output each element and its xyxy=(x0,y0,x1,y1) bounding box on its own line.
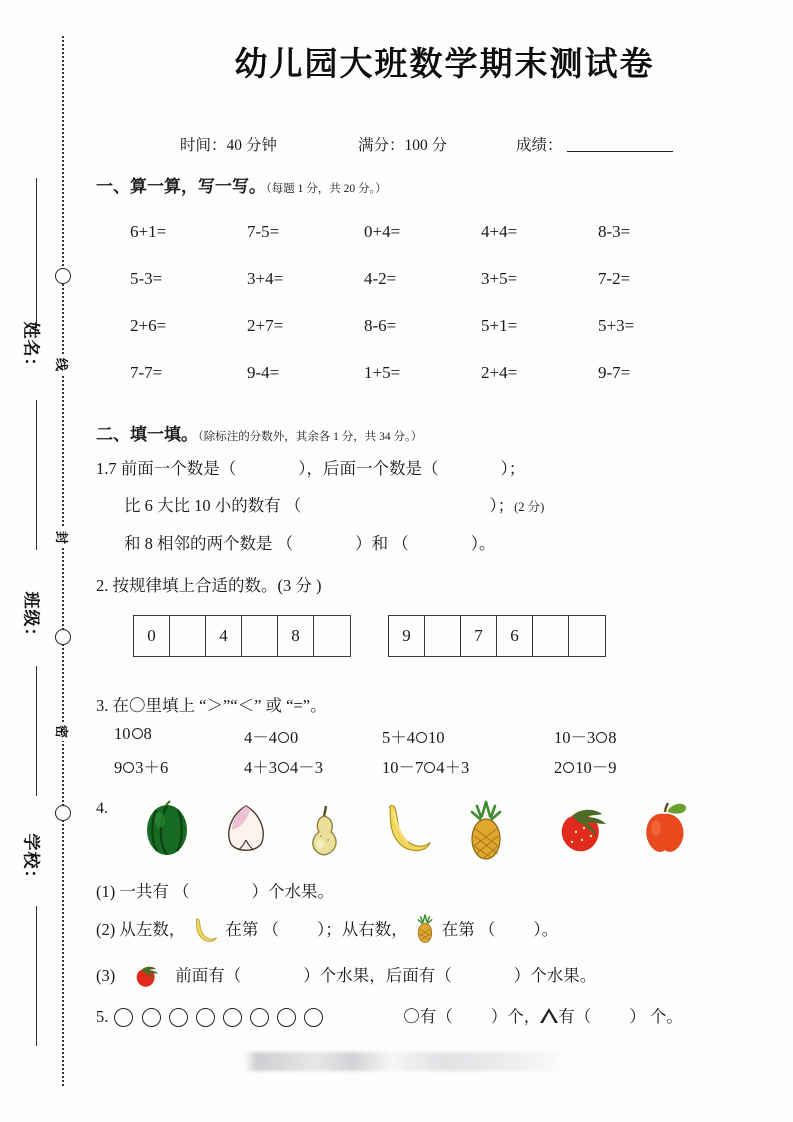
seal-circle-bottom xyxy=(55,805,71,821)
cmp-right: 4＋3 xyxy=(436,758,470,777)
table-cell[interactable] xyxy=(242,616,278,656)
arithmetic-item[interactable]: 5+1= xyxy=(481,316,518,335)
table-cell[interactable]: 8 xyxy=(278,616,314,656)
class-field-rule xyxy=(36,666,37,796)
q1-text-b: ），后面一个数是（ xyxy=(298,459,439,478)
table-cell[interactable]: 9 xyxy=(389,616,425,656)
section-1-note: （每题 1 分，共 20 分。） xyxy=(266,183,387,195)
question-4-sub-1 xyxy=(96,878,334,902)
exam-score-label: 成绩： xyxy=(516,137,563,154)
arithmetic-item[interactable]: 2+6= xyxy=(130,316,167,335)
arithmetic-item[interactable]: 9-4= xyxy=(247,363,280,382)
class-field-label xyxy=(6,591,41,646)
shape-circle xyxy=(277,1008,296,1027)
comparison-item[interactable] xyxy=(244,754,382,778)
arithmetic-row xyxy=(130,316,770,363)
cmp-right: 10－9 xyxy=(575,758,617,777)
q5-text-a: 〇有（ xyxy=(403,1007,453,1026)
q4-text-e: ）；从右数， xyxy=(317,920,408,939)
table-cell[interactable] xyxy=(533,616,569,656)
section-2-title: 二、填一填。 xyxy=(96,425,198,444)
peach-icon xyxy=(220,800,272,863)
arithmetic-row xyxy=(130,363,770,410)
table-cell[interactable]: 4 xyxy=(206,616,242,656)
arithmetic-item[interactable]: 6+1= xyxy=(130,222,167,241)
q4-text-k: ）个水果。 xyxy=(513,966,597,985)
number-sequence-table-1 xyxy=(133,615,351,657)
comparison-item[interactable] xyxy=(382,754,554,778)
school-field-label xyxy=(6,833,41,888)
comparison-circle-icon[interactable] xyxy=(416,732,427,743)
cmp-left: 2 xyxy=(554,758,563,777)
arithmetic-item[interactable]: 5-3= xyxy=(130,269,163,288)
q4-text-h: (3) xyxy=(96,966,116,985)
test-paper-sheet xyxy=(96,0,793,1122)
question-3-prompt: 3. 在〇里填上 “＞”“＜” 或 “=”。 xyxy=(96,696,327,715)
cmp-right: 8 xyxy=(608,728,617,747)
comparison-circle-icon[interactable] xyxy=(424,762,435,773)
q5-text-b: ）个， xyxy=(490,1007,541,1026)
arithmetic-item[interactable]: 4-2= xyxy=(364,269,397,288)
q4-text-g: ）。 xyxy=(533,920,559,939)
comparison-circle-icon[interactable] xyxy=(596,732,607,743)
seal-circle-top xyxy=(55,268,71,284)
seal-margin xyxy=(0,0,96,1122)
arithmetic-item[interactable]: 8-3= xyxy=(598,222,631,241)
comparison-circle-icon[interactable] xyxy=(563,762,574,773)
q4-text-j: ）个水果，后面有（ xyxy=(303,966,452,985)
name-field-label xyxy=(6,321,41,376)
comparison-circle-icon[interactable] xyxy=(278,732,289,743)
arithmetic-item[interactable]: 5+3= xyxy=(598,316,635,335)
question-4-sub-2 xyxy=(96,914,558,949)
pineapple-icon-inline xyxy=(411,914,439,949)
table-cell[interactable] xyxy=(170,616,206,656)
table-cell[interactable]: 7 xyxy=(461,616,497,656)
arithmetic-row xyxy=(130,269,770,316)
question-1-line-2 xyxy=(124,492,544,516)
section-2-heading xyxy=(96,420,422,445)
exam-score-blank[interactable] xyxy=(567,137,673,152)
table-cell[interactable] xyxy=(425,616,461,656)
q1-text-h: ）。 xyxy=(470,534,496,553)
q5-number: 5. xyxy=(96,1007,109,1026)
cmp-right: 0 xyxy=(290,728,299,747)
pear-icon xyxy=(300,800,350,865)
q4-text-i: 前面有（ xyxy=(175,966,242,985)
q1-text-d: 比 6 大比 10 小的数有 （ xyxy=(124,496,302,515)
q5-text-d: ） 个。 xyxy=(629,1007,683,1026)
arithmetic-row xyxy=(130,222,770,269)
q1-text-f: 和 8 相邻的两个数是 （ xyxy=(124,534,294,553)
section-1-title: 一、算一算，写一写。 xyxy=(96,177,266,196)
cmp-right: 4－3 xyxy=(290,758,323,777)
q4-text-f: 在第 （ xyxy=(441,920,496,939)
section-1-heading xyxy=(96,172,387,197)
seal-char-feng: 封 xyxy=(48,528,78,547)
strawberry-icon-inline xyxy=(127,962,165,995)
question-1-line-3 xyxy=(124,530,496,554)
strawberry-icon xyxy=(550,800,612,863)
cmp-left: 5＋4 xyxy=(382,728,415,747)
arithmetic-item[interactable]: 4+4= xyxy=(481,222,518,241)
q4-text-c: (2) 从左数， xyxy=(96,920,186,939)
school-field-rule xyxy=(36,906,37,1046)
comparison-item[interactable] xyxy=(554,754,617,778)
number-sequence-table-2 xyxy=(388,615,606,657)
name-field-text: 姓名： xyxy=(21,321,41,376)
q1-text-c: ）； xyxy=(500,459,526,478)
cmp-left: 10 xyxy=(114,724,131,743)
arithmetic-item[interactable]: 2+7= xyxy=(247,316,284,335)
arithmetic-item[interactable]: 2+4= xyxy=(481,363,518,382)
exam-score-field xyxy=(516,133,673,155)
exam-full-score: 满分：100 分 xyxy=(358,137,448,154)
cmp-right: 8 xyxy=(143,724,152,743)
shape-circle xyxy=(114,1008,133,1027)
class-field-text: 班级： xyxy=(21,591,41,646)
comparison-item[interactable] xyxy=(114,754,244,778)
shape-circle xyxy=(223,1008,242,1027)
shape-circle xyxy=(169,1008,188,1027)
name-field-rule xyxy=(36,178,37,328)
question-2-prompt: 2. 按规律填上合适的数。(3 分 ) xyxy=(96,576,322,595)
name-field-rule-lower xyxy=(36,400,37,550)
exam-duration: 时间：40 分钟 xyxy=(180,137,277,154)
question-4-number: 4. xyxy=(96,800,108,817)
shape-circle xyxy=(304,1008,323,1027)
school-field-text: 学校： xyxy=(21,833,41,888)
pineapple-icon xyxy=(462,800,510,867)
table-cell[interactable]: 0 xyxy=(134,616,170,656)
q1-points: (2 分) xyxy=(514,500,545,514)
arithmetic-item[interactable]: 0+4= xyxy=(364,222,401,241)
cmp-right: 3＋6 xyxy=(135,758,169,777)
q1-text-e: ）； xyxy=(489,496,515,515)
watermelon-icon xyxy=(140,800,194,863)
question-1-line-1 xyxy=(96,455,525,479)
question-3-row-1 xyxy=(114,724,617,748)
arithmetic-item[interactable]: 3+4= xyxy=(247,269,284,288)
fruit-row xyxy=(140,800,780,862)
cmp-left: 4＋3 xyxy=(244,758,277,777)
shape-circle xyxy=(196,1008,215,1027)
question-5 xyxy=(96,1003,683,1029)
comparison-circle-icon[interactable] xyxy=(123,762,134,773)
q5-circle-strip xyxy=(114,1008,327,1029)
q4-text-d: 在第 （ xyxy=(225,920,279,939)
arithmetic-item[interactable]: 7-7= xyxy=(130,363,163,382)
apple-icon xyxy=(638,800,692,863)
cmp-left: 10－7 xyxy=(382,758,424,777)
arithmetic-item[interactable]: 8-6= xyxy=(364,316,397,335)
page-title: 幼儿园大班数学期末测试卷 xyxy=(234,47,655,83)
q1-text-a: 1.7 前面一个数是（ xyxy=(96,459,237,478)
seal-char-xian: 线 xyxy=(48,355,78,374)
comparison-item[interactable] xyxy=(554,724,617,748)
arithmetic-item[interactable]: 3+5= xyxy=(481,269,518,288)
comparison-circle-icon[interactable] xyxy=(278,762,289,773)
table-cell[interactable] xyxy=(569,616,605,656)
question-3-row-2 xyxy=(114,754,617,778)
q5-text-c: 有（ xyxy=(558,1007,592,1026)
banana-icon xyxy=(378,800,436,861)
seal-circle-mid xyxy=(55,629,71,645)
banana-icon-inline xyxy=(188,916,222,949)
shape-circle xyxy=(142,1008,161,1027)
comparison-item[interactable] xyxy=(114,724,244,748)
table-cell[interactable]: 6 xyxy=(497,616,533,656)
q4-text-a: (1) 一共有 （ xyxy=(96,882,190,901)
redacted-watermark-bar xyxy=(244,1052,564,1071)
arithmetic-item[interactable]: 9-7= xyxy=(598,363,631,382)
cmp-left: 4－4 xyxy=(244,728,277,747)
section-2-note: （除标注的分数外，其余各 1 分，共 34 分。） xyxy=(198,431,423,443)
comparison-item[interactable] xyxy=(244,724,382,748)
comparison-item[interactable] xyxy=(382,724,554,748)
q1-text-g: ）和 （ xyxy=(355,534,409,553)
arithmetic-item[interactable]: 1+5= xyxy=(364,363,401,382)
shape-circle xyxy=(250,1008,269,1027)
table-cell[interactable] xyxy=(314,616,350,656)
comparison-circle-icon[interactable] xyxy=(132,728,143,739)
question-4-sub-3 xyxy=(96,962,596,995)
cmp-left: 9 xyxy=(114,758,123,777)
arithmetic-grid xyxy=(130,222,770,410)
seal-dotted-line xyxy=(62,36,66,1086)
q4-text-b: ）个水果。 xyxy=(251,882,334,901)
arithmetic-item[interactable]: 7-2= xyxy=(598,269,631,288)
seal-char-mi: 密 xyxy=(48,722,78,741)
arithmetic-item[interactable]: 7-5= xyxy=(247,222,280,241)
cmp-left: 10－3 xyxy=(554,728,596,747)
triangle-icon xyxy=(540,1009,558,1024)
cmp-right: 10 xyxy=(428,728,445,747)
